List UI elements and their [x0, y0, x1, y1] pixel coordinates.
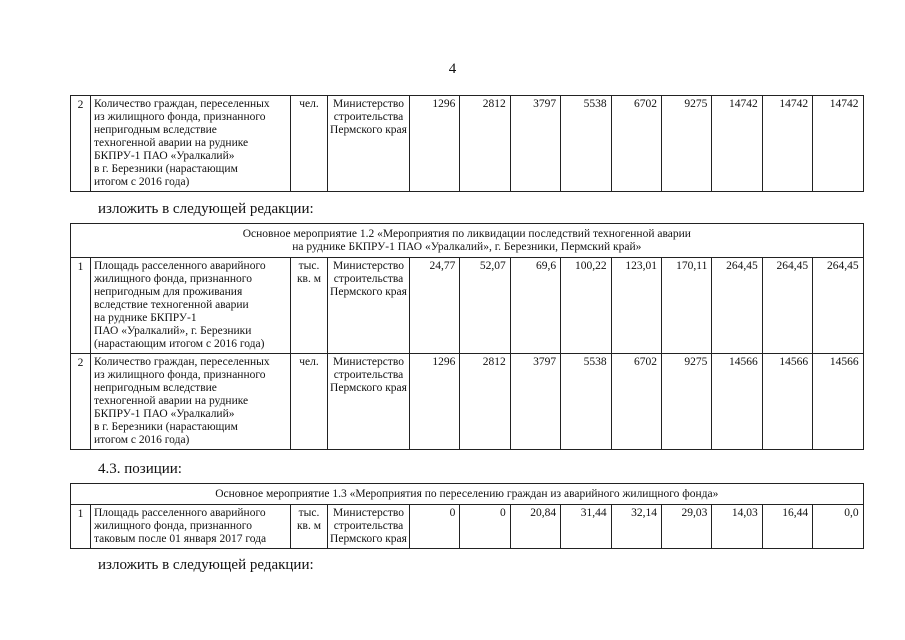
- row-number: 2: [71, 354, 91, 450]
- section-title: [71, 224, 864, 258]
- section-line: Основное мероприятие 1.3 «Мероприятия по переселению граждан из аварийного жилищного фонда»: [215, 488, 719, 500]
- value-cell: 264,45: [712, 258, 762, 354]
- value-cell: 5538: [561, 96, 611, 192]
- value-cell: 6702: [611, 354, 661, 450]
- value-cell: 264,45: [813, 258, 864, 354]
- row-number: 1: [71, 505, 91, 549]
- table-3: [70, 483, 864, 549]
- value-cell: 14742: [712, 96, 762, 192]
- value-cell: 20,84: [510, 505, 560, 549]
- value-cell: 52,07: [460, 258, 510, 354]
- table-row: [71, 505, 864, 549]
- desc-line: непригодным вследствие: [94, 124, 217, 136]
- desc-line: Количество граждан, переселенных: [94, 356, 270, 368]
- value-cell: 32,14: [611, 505, 661, 549]
- desc-line: техногенной аварии на руднике: [94, 395, 249, 407]
- desc-line: итогом с 2016 года): [94, 176, 190, 188]
- value-cell: 14742: [813, 96, 863, 192]
- value-cell: 1296: [410, 354, 460, 450]
- desc-line: ПАО «Уралкалий», г. Березники: [94, 325, 252, 337]
- row-number: 2: [71, 96, 91, 192]
- table-row: [71, 96, 864, 192]
- desc-line: Площадь расселенного аварийного: [94, 507, 266, 519]
- org-line: строительства: [333, 520, 404, 532]
- value-cell: 31,44: [561, 505, 611, 549]
- row-description: [91, 505, 291, 549]
- heading-edit-2: изложить в следующей редакции:: [98, 557, 314, 573]
- value-cell: 100,22: [561, 258, 611, 354]
- org-line: строительства: [333, 273, 404, 285]
- value-cell: 14742: [762, 96, 812, 192]
- section-line: на руднике БКПРУ-1 ПАО «Уралкалий», г. Березники, Пермский край»: [292, 241, 642, 253]
- row-organization: [328, 258, 410, 354]
- value-cell: 2812: [460, 96, 510, 192]
- section-title: [71, 484, 864, 505]
- desc-line: из жилищного фонда, признанного: [94, 369, 266, 381]
- desc-line: жилищного фонда, признанного: [94, 520, 252, 532]
- row-unit: чел.: [291, 96, 328, 192]
- desc-line: техногенной аварии на руднике: [94, 137, 249, 149]
- value-cell: 1296: [410, 96, 460, 192]
- value-cell: 3797: [510, 354, 560, 450]
- value-cell: 0: [460, 505, 510, 549]
- desc-line: из жилищного фонда, признанного: [94, 111, 266, 123]
- table-row: [71, 258, 864, 354]
- value-cell: 0: [410, 505, 460, 549]
- org-line: Министерство: [333, 98, 404, 110]
- value-cell: 9275: [661, 96, 711, 192]
- page-number: 4: [448, 61, 457, 77]
- desc-line: БКПРУ-1 ПАО «Уралкалий»: [94, 408, 235, 420]
- section-header-row: [71, 484, 864, 505]
- org-line: строительства: [333, 369, 404, 381]
- org-line: Министерство: [333, 507, 404, 519]
- desc-line: жилищного фонда, признанного: [94, 273, 252, 285]
- org-line: Министерство: [333, 356, 404, 368]
- row-unit: [291, 258, 328, 354]
- table-1: [70, 95, 864, 192]
- value-cell: 14566: [762, 354, 812, 450]
- value-cell: 29,03: [661, 505, 711, 549]
- org-line: Пермского края: [330, 382, 407, 394]
- org-line: Пермского края: [330, 286, 407, 298]
- row-organization: [328, 354, 410, 450]
- desc-line: в г. Березники (нарастающим: [94, 163, 238, 175]
- row-description: [91, 258, 291, 354]
- desc-line: Площадь расселенного аварийного: [94, 260, 266, 272]
- unit-line: кв. м: [296, 520, 322, 532]
- value-cell: 16,44: [762, 505, 812, 549]
- desc-line: непригодным для проживания: [94, 286, 243, 298]
- org-line: Пермского края: [330, 533, 407, 545]
- desc-line: на руднике БКПРУ-1: [94, 312, 197, 324]
- value-cell: 3797: [510, 96, 560, 192]
- value-cell: 170,11: [661, 258, 711, 354]
- value-cell: 9275: [661, 354, 711, 450]
- value-cell: 14566: [813, 354, 864, 450]
- org-line: строительства: [333, 111, 404, 123]
- section-line: Основное мероприятие 1.2 «Мероприятия по ликвидации последствий техногенной аварии: [242, 228, 691, 240]
- desc-line: БКПРУ-1 ПАО «Уралкалий»: [94, 150, 235, 162]
- org-line: Пермского края: [330, 124, 407, 136]
- row-organization: [328, 96, 410, 192]
- desc-line: в г. Березники (нарастающим: [94, 421, 238, 433]
- desc-line: (нарастающим итогом с 2016 года): [94, 338, 265, 350]
- desc-line: вследствие техногенной аварии: [94, 299, 249, 311]
- value-cell: 69,6: [510, 258, 560, 354]
- row-description: [91, 354, 291, 450]
- value-cell: 264,45: [762, 258, 812, 354]
- unit-line: чел.: [299, 356, 319, 368]
- value-cell: 24,77: [410, 258, 460, 354]
- row-description: [91, 96, 291, 192]
- row-number: 1: [71, 258, 91, 354]
- table-2: [70, 223, 864, 450]
- desc-line: Количество граждан, переселенных: [94, 98, 270, 110]
- unit-line: тыс.: [298, 507, 320, 519]
- value-cell: 5538: [561, 354, 611, 450]
- value-cell: 6702: [611, 96, 661, 192]
- value-cell: 123,01: [611, 258, 661, 354]
- value-cell: 0,0: [813, 505, 863, 549]
- table-row: [71, 354, 864, 450]
- heading-positions: 4.3. позиции:: [98, 461, 182, 477]
- value-cell: 14566: [712, 354, 762, 450]
- desc-line: таковым после 01 января 2017 года: [94, 533, 267, 545]
- heading-edit-1: изложить в следующей редакции:: [98, 201, 314, 217]
- row-unit: [291, 354, 328, 450]
- desc-line: непригодным вследствие: [94, 382, 217, 394]
- value-cell: 2812: [460, 354, 510, 450]
- org-line: Министерство: [333, 260, 404, 272]
- value-cell: 14,03: [712, 505, 762, 549]
- row-organization: [328, 505, 410, 549]
- unit-line: кв. м: [296, 273, 322, 285]
- unit-line: тыс.: [298, 260, 320, 272]
- row-unit: [291, 505, 328, 549]
- section-header-row: [71, 224, 864, 258]
- desc-line: итогом с 2016 года): [94, 434, 190, 446]
